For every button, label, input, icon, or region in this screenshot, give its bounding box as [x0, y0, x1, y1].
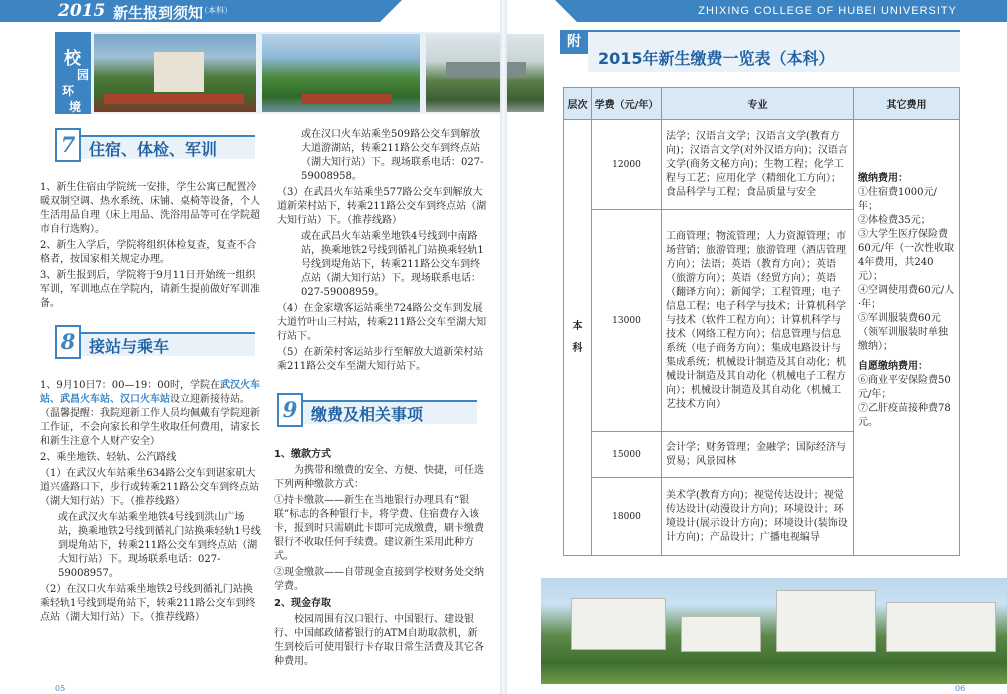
major-cell: 工商管理；物流管理；人力资源管理；市场营销；旅游管理；旅游管理（酒店管理方向）；法语；英语（教育方向）；英语（旅游方向）；英语（经贸方向）；英语（翻译方向）；新闻学；工程管理；电子信息工程；电子科学与技术；计算机科学与技术（软件工程方向）；计算机科学与技术（网络工程方向）；信息管理与信息系统（电子商务方向）；集成电路设计与集成系统；机械设计制造及其自动化；机械设计制造及其自动化（机械电子工程方向）；机械设计制造及其自动化（机械工艺技术方向） [662, 210, 854, 432]
sec9-p3: ②现金缴款——自带现金直接到学校财务处交纳学费。 [274, 567, 484, 592]
campus-photo-pavilion [94, 34, 256, 112]
fee-cell: 18000 [592, 478, 662, 556]
sec9-heading-1: 1、缴款方式 [274, 449, 331, 460]
fee-table [563, 87, 960, 556]
appendix-title: 2015年新生缴费一览表（本科） [598, 49, 835, 68]
section-7-body [40, 181, 260, 313]
col-other: 其它费用 [854, 88, 960, 120]
station-highlight: 武汉火车站、武昌火车站、汉口火车站 [40, 380, 260, 405]
col2-p4: （5）在新荣村客运站步行至解放大道新荣村站乘211路公交车至湖大知行站下。 [277, 347, 484, 372]
section-8-body [40, 379, 262, 627]
section-7-heading [55, 128, 255, 162]
section-8-heading [55, 325, 255, 359]
appendix-flag: 附 [560, 30, 588, 54]
campus-char-4: 境 [69, 100, 82, 114]
header-banner-right [577, 0, 1007, 22]
other-item-1: ①住宿费1000元/年； [858, 187, 937, 212]
section-7-number: 7 [55, 128, 81, 162]
sec9-p2: ①持卡缴款——新生在当地银行办理具有“银联”标志的各种银行卡，将学费、住宿费存入该卡，报到时只需刷此卡即可完成缴费，刷卡缴费银行不收取任何手续费。建议新生采用此种方式。 [274, 495, 484, 562]
page-number-right: 06 [955, 684, 966, 693]
section-9-body [274, 445, 484, 671]
other-fees-cell [854, 120, 960, 556]
campus-label [55, 32, 91, 114]
page-gutter [500, 0, 507, 694]
campus-char-1: 校 [64, 49, 81, 69]
level-char-2: 科 [572, 342, 583, 354]
page-number-left: 05 [55, 684, 66, 693]
sec7-item-1: 1、新生住宿由学院统一安排，学生公寓已配置冷暖双制空调、热水系统、床铺、桌椅等设备，个人生活用品自理（床上用品、洗浴用品等可在学院超市自行选购）。 [40, 182, 260, 235]
fee-cell: 13000 [592, 210, 662, 432]
col2-p2: （3）在武昌火车站乘坐577路公交车到解放大道新荣村站下，转乘211路公交车到终点站（湖大知行站）下。（推荐线路） [277, 187, 487, 226]
campus-buildings-photo [541, 578, 1007, 684]
col-major: 专业 [662, 88, 854, 120]
col2-p2b: 或在武昌火车站乘坐地铁4号线到中南路站，换乘地铁2号线到循礼门站换乘轻轨1号线到堤角站下，转乘211路公交车到终点站（湖大知行站）下。现场联系电话：027-59008959。 [301, 231, 484, 298]
sec7-item-2: 2、新生入学后，学院将组织体检复查，复查不合格者，按国家相关规定办理。 [40, 240, 257, 265]
section-8-number: 8 [55, 325, 81, 359]
major-cell: 法学；汉语言文学；汉语言文学(教育方向)；汉语言文学(对外汉语方向)；汉语言文学(商务文秘方向)；生物工程；化学工程与工艺；应用化学（精细化工方向）；食品科学与工程；食品质量与安全 [662, 120, 854, 210]
section-9-heading [277, 393, 477, 427]
sec9-p1: 为携带和缴费的安全、方便、快捷，可任选下列两种缴款方式： [274, 465, 484, 490]
level-cell [564, 120, 592, 556]
column-2-body [277, 128, 487, 376]
college-name: ZHIXING COLLEGE OF HUBEI UNIVERSITY [698, 5, 957, 17]
other-item-6: ⑥商业平安保险费50元/年； [858, 375, 951, 400]
fee-cell: 12000 [592, 120, 662, 210]
fee-table-header [564, 88, 960, 120]
campus-photo-garden [262, 34, 420, 112]
fee-cell: 15000 [592, 432, 662, 478]
sec8-item-1: 1、9月10日7：00—19：00时，学院在武汉火车站、武昌火车站、汉口火车站设立迎新接待站。（温馨提醒：我院迎新工作人员均佩戴有学院迎新工作证，不会向家长和学生收取任何费用，请家长和新生注意个人财产安全） [40, 380, 260, 447]
col-fee: 学费（元/年） [592, 88, 662, 120]
sec7-item-3: 3、新生报到后，学院将于9月11日开始统一组织军训，军训地点在学院内，请新生提前做好军训准备。 [40, 270, 260, 309]
other-item-4: ④空调使用费60元/人·年； [858, 285, 955, 310]
col-level: 层次 [564, 88, 592, 120]
major-cell: 美术学(教育方向)；视觉传达设计；视觉传达设计(动漫设计方向)；环境设计；环境设计(展示设计方向)；环境设计(装饰设计方向)；产品设计；广播电视编导 [662, 478, 854, 556]
table-row [564, 120, 960, 210]
sec8-item-3: （1）在武汉火车站乘坐634路公交车到谌家矶大道兴盛路口下，步行或转乘211路公交车到终点站（湖大知行站）下。（推荐线路） [40, 468, 260, 507]
sec8-item-4: （2）在汉口火车站乘坐地铁2号线到循礼门站换乘轻轨1号线到堤角站下，转乘211路公交车到终点站（湖大知行站）下。（推荐线路） [40, 584, 256, 623]
sec8-item-3-alt: 或在武汉火车站乘坐地铁4号线到洪山广场站，换乘地铁2号线到循礼门站换乘轻轨1号线到堤角站下，转乘211路公交车到终点站（湖大知行站）下。现场联系电话：027-59008957。 [58, 512, 261, 579]
section-8-title: 接站与乘车 [89, 337, 170, 356]
col2-p3: （4）在金家墩客运站乘坐724路公交车到发展大道竹叶山三村站，转乘211路公交车至湖大知行站下。 [277, 303, 487, 342]
other-item-2: ②体检费35元； [858, 215, 931, 226]
major-cell: 会计学；财务管理；金融学；国际经济与贸易；风景园林 [662, 432, 854, 478]
section-7-title: 住宿、体检、军训 [89, 140, 218, 159]
sec8-item-2: 2、乘坐地铁、轻轨、公汽路线 [40, 452, 177, 463]
other-heading-voluntary: 自愿缴纳费用： [858, 361, 928, 372]
section-9-title: 缴费及相关事项 [311, 405, 424, 424]
campus-char-2: 园 [77, 68, 90, 82]
sec9-p4: 校园周围有汉口银行、中国银行、建设银行、中国邮政储蓄银行的ATM自助取款机，新生到校后可使用银行卡存取日常生活费及其它各种费用。 [274, 614, 484, 667]
header-title: 新生报到须知 [113, 4, 204, 22]
header-banner-left [0, 0, 380, 22]
other-item-3: ③大学生医疗保险费60元/年（一次性收取4年费用，共240元）； [858, 229, 955, 282]
campus-char-3: 环 [62, 84, 75, 98]
section-9-number: 9 [277, 393, 303, 427]
other-item-7: ⑦乙肝疫苗接种费78元。 [858, 403, 951, 428]
other-heading-required: 缴纳费用： [858, 173, 908, 184]
level-char-1: 本 [572, 320, 583, 332]
sec9-heading-2: 2、现金存取 [274, 598, 331, 609]
col2-p1: 或在汉口火车站乘坐509路公交车到解放大道游湖站，转乘211路公交车到终点站（湖大知行站）下。现场联系电话：027-59008958。 [301, 129, 484, 182]
other-item-5: ⑤军训服装费60元（领军训服装时单独缴纳）； [858, 313, 948, 352]
header-year: 2015 [58, 1, 106, 21]
header-subtitle: （本科） [200, 6, 232, 15]
